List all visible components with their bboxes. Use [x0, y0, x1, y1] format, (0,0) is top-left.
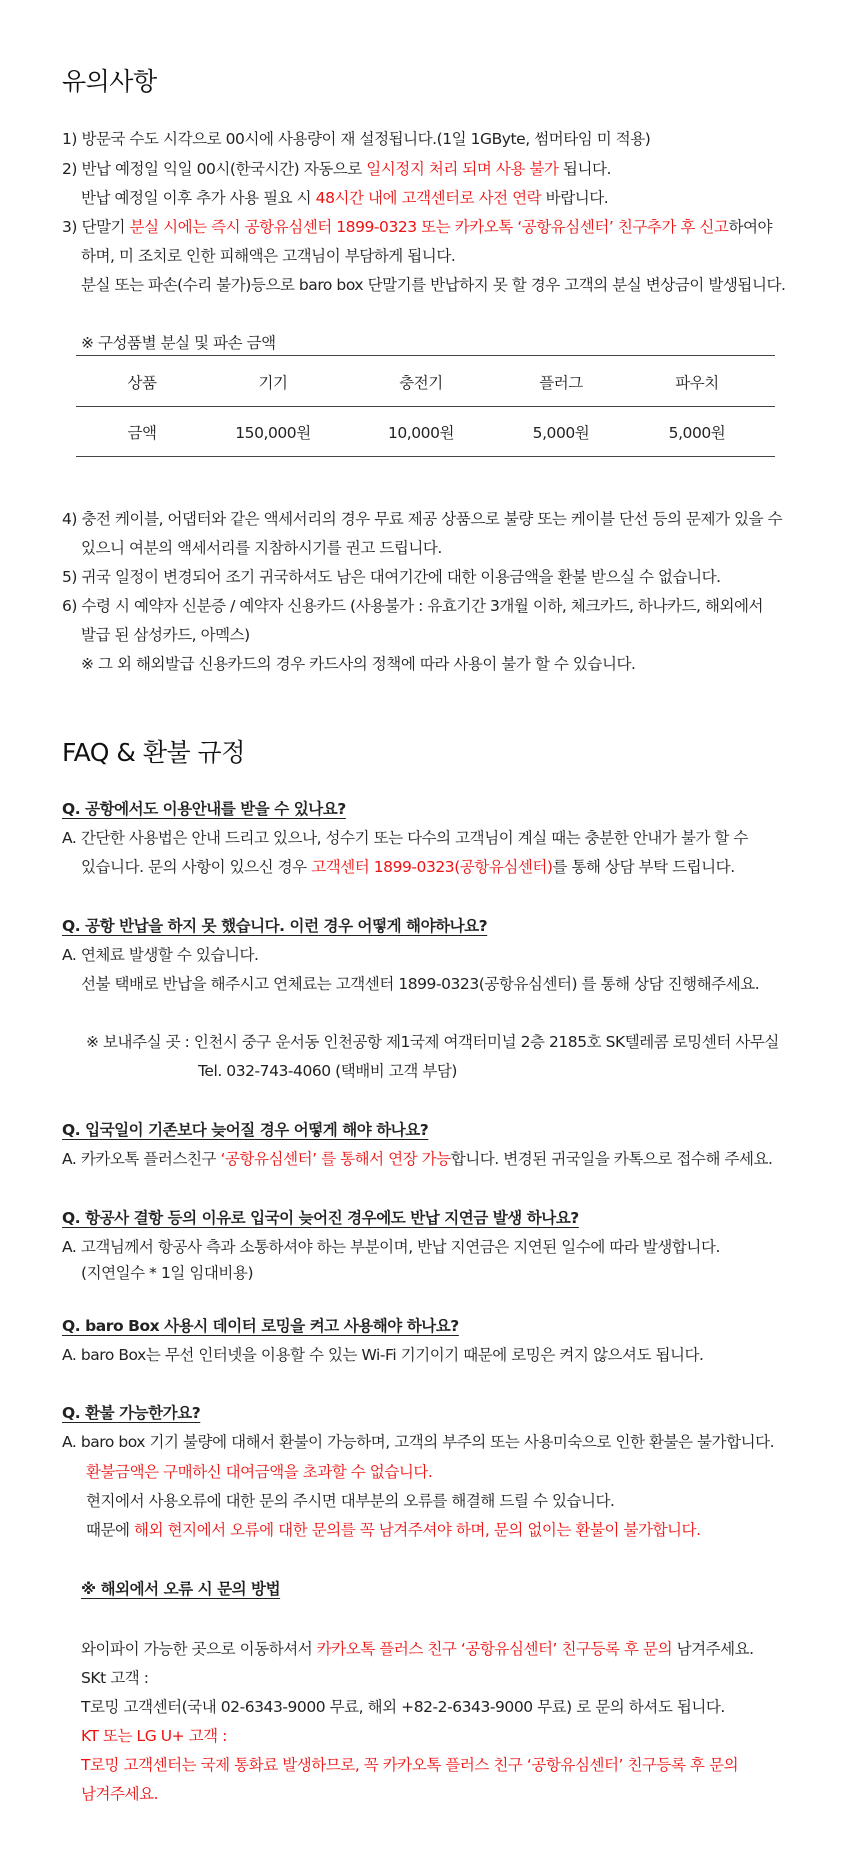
faq-line — [81, 1261, 253, 1283]
notice-line — [81, 536, 442, 558]
table-cell: 10,000원 — [387, 424, 455, 442]
notice-line — [81, 623, 250, 645]
table-rule-top — [76, 355, 775, 356]
text-segment: 남겨주세요. — [672, 1640, 754, 1658]
highlight-text: ‘공항유심센터’ 를 통해서 연장 가능 — [220, 1150, 451, 1168]
highlight-text: 분실 시에는 즉시 공항유심센터 1899-0323 또는 카카오톡 ‘공항유심센터’ 친구추가 후 신고 — [129, 218, 729, 236]
overseas-inquiry-heading — [81, 1577, 280, 1599]
text-segment: 하여야 — [728, 218, 773, 236]
highlight-text: 일시정지 처리 되며 사용 불가 — [366, 160, 559, 178]
table-cell: 5,000원 — [532, 424, 590, 442]
faq-line — [81, 1666, 149, 1688]
text-segment: A. baro box 기기 불량에 대해서 환불이 가능하며, 고객의 부주의 또는 사용미숙으로 인한 환불은 불가합니다. — [62, 1433, 775, 1451]
faq-line — [86, 1030, 779, 1052]
notice-line — [62, 565, 721, 587]
faq-line — [62, 1343, 704, 1365]
faq-title: FAQ & 환불 규정 — [62, 738, 245, 767]
text-segment: 현지에서 사용오류에 대한 문의 주시면 대부분의 오류를 해결해 드릴 수 있습니다. — [86, 1492, 615, 1510]
faq-question: Q. 공항에서도 이용안내를 받을 수 있나요? — [62, 800, 346, 818]
text-segment: 선불 택배로 반납을 해주시고 연체료는 고객센터 1899-0323(공항유심센터) 를 통해 상담 진행해주세요. — [81, 975, 760, 993]
text-segment: ※ 해외에서 오류 시 문의 방법 — [81, 1580, 281, 1598]
text-segment: 하며, 미 조치로 인한 피해액은 고객님이 부담하게 됩니다. — [81, 247, 456, 265]
faq-line — [81, 1782, 158, 1804]
faq-line — [62, 1235, 720, 1257]
notice-line — [81, 652, 635, 674]
notice-line — [62, 215, 772, 237]
price-table-caption: ※ 구성품별 분실 및 파손 금액 — [81, 334, 276, 352]
text-segment: 를 통해 상담 부탁 드립니다. — [552, 858, 735, 876]
text-segment: Tel. 032-743-4060 (택배비 고객 부담) — [198, 1062, 457, 1080]
table-cell: 5,000원 — [668, 424, 726, 442]
notice-line — [81, 273, 785, 295]
faq-line — [62, 826, 748, 848]
table-header-cell: 상품 — [127, 374, 157, 392]
text-segment: A. 연체료 발생할 수 있습니다. — [62, 946, 259, 964]
text-segment: ※ 보내주실 곳 : 인천시 중구 운서동 인천공항 제1국제 여객터미널 2층 2185호 SK텔레콤 로밍센터 사무실 — [86, 1033, 779, 1051]
highlight-text: 48시간 내에 고객센터로 사전 연락 — [315, 189, 542, 207]
notice-line — [62, 507, 782, 529]
notice-line — [62, 127, 650, 149]
text-segment: A. 고객님께서 항공사 측과 소통하셔야 하는 부분이며, 반납 지연금은 지연된 일수에 따라 발생합니다. — [62, 1238, 720, 1256]
text-segment: 때문에 — [86, 1521, 135, 1539]
table-cell: 150,000원 — [235, 424, 311, 442]
faq-line — [62, 943, 259, 965]
text-segment: 6) 수령 시 예약자 신분증 / 예약자 신용카드 (사용불가 : 유효기간 3개월 이하, 체크카드, 하나카드, 해외에서 — [62, 597, 764, 615]
faq-question: Q. baro Box 사용시 데이터 로밍을 켜고 사용해야 하나요? — [62, 1317, 459, 1335]
faq-line — [62, 1147, 773, 1169]
text-segment: 됩니다. — [558, 160, 611, 178]
text-segment: 합니다. 변경된 귀국일을 카톡으로 접수해 주세요. — [450, 1150, 773, 1168]
text-segment: T로밍 고객센터(국내 02-6343-9000 무료, 해외 +82-2-6343-9000 무료) 로 문의 하셔도 됩니다. — [81, 1698, 725, 1716]
notice-line — [81, 186, 608, 208]
faq-line — [81, 972, 759, 994]
notice-title: 유의사항 — [62, 67, 157, 96]
table-rule-bottom — [76, 456, 775, 457]
text-segment: 1) 방문국 수도 시각으로 00시에 사용량이 재 설정됩니다.(1일 1GByte, 썸머타임 미 적용) — [62, 130, 651, 148]
faq-question: Q. 환불 가능한가요? — [62, 1404, 201, 1422]
notice-line — [62, 157, 611, 179]
text-segment: A. 카카오톡 플러스친구 — [62, 1150, 221, 1168]
highlight-text: KT 또는 LG U+ 고객 : — [81, 1727, 227, 1745]
text-segment: 분실 또는 파손(수리 불가)등으로 baro box 단말기를 반납하지 못 할 경우 고객의 분실 변상금이 발생됩니다. — [81, 276, 786, 294]
faq-question: Q. 입국일이 기존보다 늦어질 경우 어떻게 해야 하나요? — [62, 1121, 429, 1139]
text-segment: 4) 충전 케이블, 어댑터와 같은 액세서리의 경우 무료 제공 상품으로 불량 또는 케이블 단선 등의 문제가 있을 수 — [62, 510, 783, 528]
highlight-text: 환불금액은 구매하신 대여금액을 초과할 수 없습니다. — [86, 1463, 433, 1481]
text-segment: 3) 단말기 — [62, 218, 130, 236]
text-segment: 반납 예정일 이후 추가 사용 필요 시 — [81, 189, 316, 207]
highlight-text: 해외 현지에서 오류에 대한 문의를 꼭 남겨주셔야 하며, 문의 없이는 환불이 불가합니다. — [134, 1521, 701, 1539]
text-segment: 바랍니다. — [541, 189, 609, 207]
text-segment: (지연일수 * 1일 임대비용) — [81, 1264, 254, 1282]
text-segment: 발급 된 삼성카드, 아멕스) — [81, 626, 250, 644]
text-segment: 있으니 여분의 액세서리를 지참하시기를 권고 드립니다. — [81, 539, 442, 557]
faq-question: Q. 항공사 결항 등의 이유로 입국이 늦어진 경우에도 반납 지연금 발생 하나요? — [62, 1209, 579, 1227]
text-segment: ※ 그 외 해외발급 신용카드의 경우 카드사의 정책에 따라 사용이 불가 할 수 있습니다. — [81, 655, 636, 673]
faq-question: Q. 공항 반납을 하지 못 했습니다. 이런 경우 어떻게 해야하나요? — [62, 917, 488, 935]
highlight-text: 고객센터 1899-0323(공항유심센터) — [311, 858, 553, 876]
text-segment: 5) 귀국 일정이 변경되어 조기 귀국하셔도 남은 대여기간에 대한 이용금액을 환불 받으실 수 없습니다. — [62, 568, 721, 586]
faq-line — [86, 1489, 615, 1511]
text-segment: SKt 고객 : — [81, 1669, 149, 1687]
faq-line — [86, 1460, 432, 1482]
table-header-cell: 파우치 — [675, 374, 719, 392]
text-segment: A. 간단한 사용법은 안내 드리고 있으나, 성수기 또는 다수의 고객님이 계실 때는 충분한 안내가 불가 할 수 — [62, 829, 748, 847]
table-rule-mid — [76, 406, 775, 407]
faq-line — [62, 1430, 774, 1452]
text-segment: 2) 반납 예정일 익일 00시(한국시간) 자동으로 — [62, 160, 367, 178]
notice-line — [62, 594, 763, 616]
faq-line — [81, 1724, 227, 1746]
table-header-cell: 플러그 — [539, 374, 583, 392]
notice-line — [81, 244, 455, 266]
highlight-text: 카카오톡 플러스 친구 ‘공항유심센터’ 친구등록 후 문의 — [316, 1640, 673, 1658]
faq-line — [198, 1059, 457, 1081]
faq-line — [81, 1637, 754, 1659]
table-header-cell: 기기 — [258, 374, 288, 392]
table-header-cell: 충전기 — [399, 374, 443, 392]
table-cell: 금액 — [127, 424, 157, 442]
text-segment: 있습니다. 문의 사항이 있으신 경우 — [81, 858, 312, 876]
highlight-text: 남겨주세요. — [81, 1785, 159, 1803]
faq-line — [81, 855, 735, 877]
faq-line — [81, 1753, 738, 1775]
highlight-text: T로밍 고객센터는 국제 통화료 발생하므로, 꼭 카카오톡 플러스 친구 ‘공항유심센터’ 친구등록 후 문의 — [81, 1756, 739, 1774]
text-segment: 와이파이 가능한 곳으로 이동하셔서 — [81, 1640, 317, 1658]
text-segment: A. baro Box는 무선 인터넷을 이용할 수 있는 Wi-Fi 기기이기 때문에 로밍은 켜지 않으셔도 됩니다. — [62, 1346, 704, 1364]
faq-line — [86, 1518, 701, 1540]
faq-line — [81, 1695, 725, 1717]
